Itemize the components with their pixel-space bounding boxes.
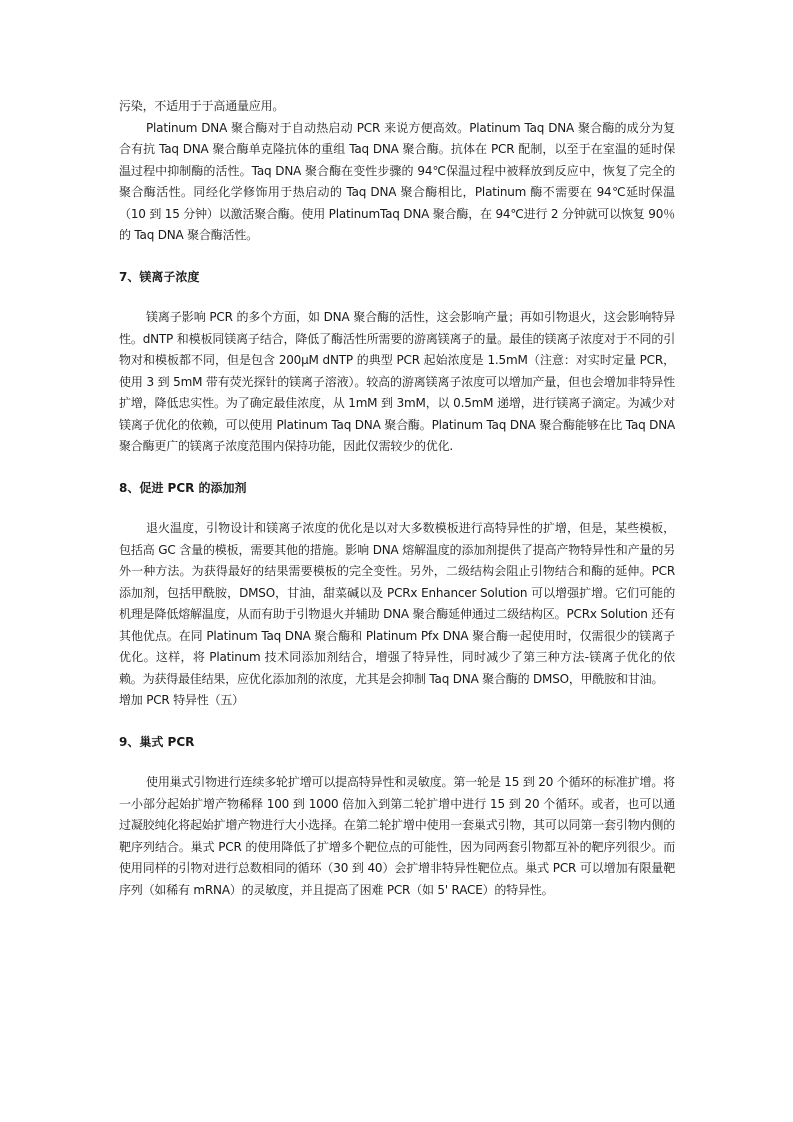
paragraph-platinum: Platinum DNA 聚合酶对于自动热启动 PCR 来说方便高效。Platinum Taq DNA 聚合酶的成分为复合有抗 Taq DNA 聚合酶单克隆抗体的重组 Taq DNA 聚合酶。抗体在 PCR 配制，以至于在室温的延时保温过程中抑制酶的活性。Taq DNA 聚合酶在变性步骤的 94℃保温过程中被释放到反应中，恢复了完全的聚合酶活性。同经化学修饰用于热启动的 Taq DNA 聚合酶相比，Platinum 酶不需要在 94℃延时保温（10 到 15 分钟）以激活聚合酶。使用 PlatinumTaq DNA 聚合酶，在 94℃进行 2 分钟就可以恢复 90％的 Taq DNA 聚合酶活性。 — [119, 120, 675, 242]
paragraph-continuation: 污染，不适用于于高通量应用。 — [119, 99, 285, 113]
heading-additives: 8、促进 PCR 的添加剂 — [119, 480, 247, 495]
heading-nested-pcr: 9、巢式 PCR — [119, 734, 195, 749]
subtitle-specificity: 增加 PCR 特异性（五） — [119, 693, 244, 707]
paragraph-magnesium: 镁离子影响 PCR 的多个方面，如 DNA 聚合酶的活性，这会影响产量；再如引物退火，这会影响特异性。dNTP 和模板同镁离子结合，降低了酶活性所需要的游离镁离子的量。最佳的镁离子浓度对于不同的引物对和模板都不同，但是包含 200μM dNTP 的典型 PCR 起始浓度是 1.5mM（注意：对实时定量 PCR，使用 3 到 5mM 带有荧光探针的镁离子溶液）。较高的游离镁离子浓度可以增加产量，但也会增加非特异性扩增，降低忠实性。为了确定最佳浓度，从 1mM 到 3mM，以 0.5mM 递增，进行镁离子滴定。为减少对镁离子优化的依赖，可以使用 Platinum Taq DNA 聚合酶。Platinum Taq DNA 聚合酶能够在比 Taq DNA 聚合酶更广的镁离子浓度范围内保持功能，因此仅需较少的优化. — [119, 310, 675, 453]
paragraph-additives: 退火温度，引物设计和镁离子浓度的优化是以对大多数模板进行高特异性的扩增，但是，某些模板，包括高 GC 含量的模板，需要其他的措施。影响 DNA 熔解温度的添加剂提供了提高产物特异性和产量的另外一种方法。为获得最好的结果需要模板的完全变性。另外，二级结构会阻止引物结合和酶的延伸。PCR 添加剂，包括甲酰胺，DMSO，甘油，甜菜碱以及 PCRx Enhancer Solution 可以增强扩增。它们可能的机理是降低熔解温度，从而有助于引物退火并辅助 DNA 聚合酶延伸通过二级结构区。PCRx Solution 还有其他优点。在同 Platinum Taq DNA 聚合酶和 Platinum Pfx DNA 聚合酶一起使用时，仅需很少的镁离子优化。这样，将 Platinum 技术同添加剂结合，增强了特异性，同时减少了第三种方法-镁离子优化的依赖。为获得最佳结果，应优化添加剂的浓度，尤其是会抑制 Taq DNA 聚合酶的 DMSO，甲酰胺和甘油。 — [119, 521, 675, 686]
document-page — [119, 96, 675, 901]
heading-magnesium: 7、镁离子浓度 — [119, 269, 200, 284]
paragraph-nested-pcr: 使用巢式引物进行连续多轮扩增可以提高特异性和灵敏度。第一轮是 15 到 20 个循环的标准扩增。将一小部分起始扩增产物稀释 100 到 1000 倍加入到第二轮扩增中进行 15 到 20 个循环。或者，也可以通过凝胶纯化将起始扩增产物进行大小选择。在第二轮扩增中使用一套巢式引物，其可以同第一套引物内侧的靶序列结合。巢式 PCR 的使用降低了扩增多个靶位点的可能性，因为同两套引物都互补的靶序列很少。而使用同样的引物对进行总数相同的循环（30 到 40）会扩增非特异性靶位点。巢式 PCR 可以增加有限量靶序列（如稀有 mRNA）的灵敏度，并且提高了困难 PCR（如 5' RACE）的特异性。 — [119, 775, 675, 897]
